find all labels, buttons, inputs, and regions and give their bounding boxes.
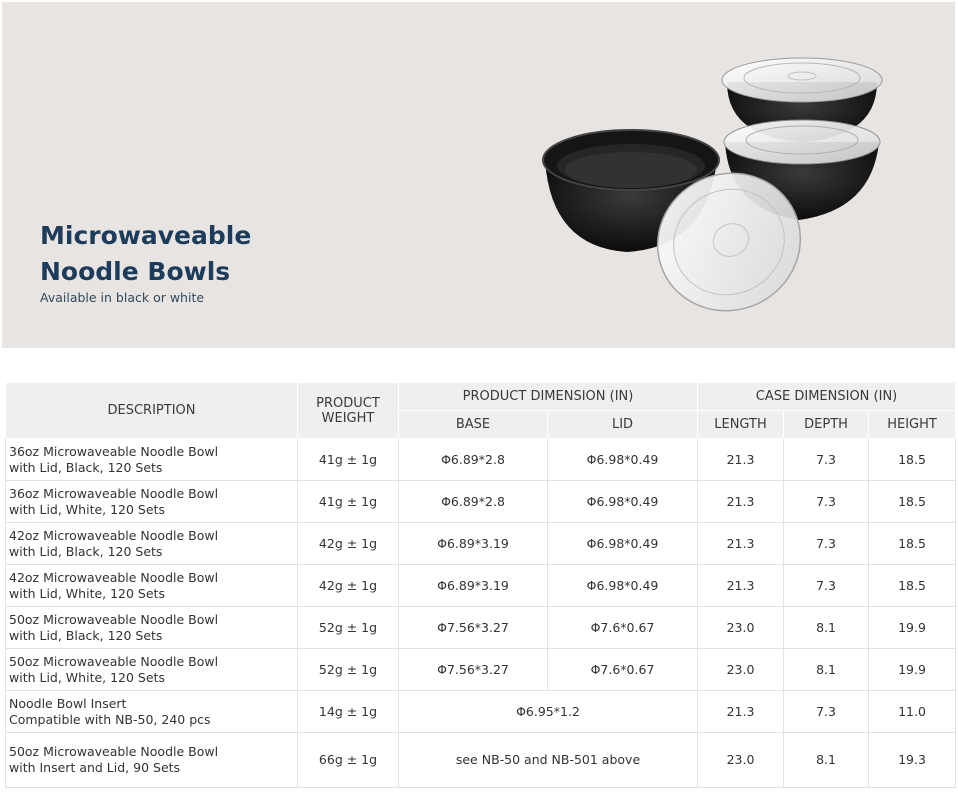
header-height: HEIGHT [869,411,956,439]
cell-description: 50oz Microwaveable Noodle Bowl with Insert and Lid, 90 Sets [6,733,298,788]
cell-base: Φ6.89*3.19 [399,523,548,565]
cell-height: 18.5 [869,565,956,607]
cell-description: 42oz Microwaveable Noodle Bowl with Lid, White, 120 Sets [6,565,298,607]
cell-height: 18.5 [869,439,956,481]
cell-description: 36oz Microwaveable Noodle Bowl with Lid, Black, 120 Sets [6,439,298,481]
header-weight [298,383,399,439]
cell-depth: 7.3 [784,439,869,481]
cell-length: 23.0 [698,733,784,788]
cell-weight: 42g ± 1g [298,565,399,607]
cell-height: 11.0 [869,691,956,733]
cell-length: 21.3 [698,565,784,607]
cell-height: 19.9 [869,607,956,649]
page-title [40,218,300,290]
cell-height: 19.9 [869,649,956,691]
cell-depth: 8.1 [784,649,869,691]
header-description: DESCRIPTION [6,383,298,439]
table-row [6,649,956,691]
header-base: BASE [399,411,548,439]
cell-base: Φ7.56*3.27 [399,607,548,649]
table-row [6,439,956,481]
cell-description: 50oz Microwaveable Noodle Bowl with Lid, Black, 120 Sets [6,607,298,649]
title-line-2: Noodle Bowls [40,257,231,286]
cell-base: Φ6.89*3.19 [399,565,548,607]
table-row [6,691,956,733]
cell-depth: 8.1 [784,607,869,649]
cell-base: Φ6.89*2.8 [399,481,548,523]
cell-weight: 41g ± 1g [298,481,399,523]
cell-length: 21.3 [698,691,784,733]
cell-depth: 7.3 [784,481,869,523]
cell-lid: Φ7.6*0.67 [548,607,698,649]
cell-depth: 7.3 [784,523,869,565]
cell-lid: Φ7.6*0.67 [548,649,698,691]
cell-product-dimension: Φ6.95*1.2 [399,691,698,733]
cell-depth: 7.3 [784,565,869,607]
header-depth: DEPTH [784,411,869,439]
table-row [6,523,956,565]
cell-length: 23.0 [698,607,784,649]
spec-table [5,382,956,788]
cell-length: 23.0 [698,649,784,691]
cell-length: 21.3 [698,481,784,523]
cell-length: 21.3 [698,523,784,565]
page-subtitle: Available in black or white [40,290,205,305]
cell-product-dimension: see NB-50 and NB-501 above [399,733,698,788]
cell-height: 18.5 [869,523,956,565]
cell-base: Φ6.89*2.8 [399,439,548,481]
cell-height: 18.5 [869,481,956,523]
header-length: LENGTH [698,411,784,439]
cell-weight: 14g ± 1g [298,691,399,733]
cell-description: 50oz Microwaveable Noodle Bowl with Lid, White, 120 Sets [6,649,298,691]
header-weight-line1: PRODUCT [316,395,380,411]
table-row [6,607,956,649]
hero-banner [2,2,955,348]
cell-weight: 41g ± 1g [298,439,399,481]
header-weight-line2: WEIGHT [321,410,375,426]
cell-lid: Φ6.98*0.49 [548,439,698,481]
cell-length: 21.3 [698,439,784,481]
table-row [6,733,956,788]
cell-height: 19.3 [869,733,956,788]
cell-weight: 66g ± 1g [298,733,399,788]
cell-description: Noodle Bowl Insert Compatible with NB-50, 240 pcs [6,691,298,733]
cell-description: 42oz Microwaveable Noodle Bowl with Lid, Black, 120 Sets [6,523,298,565]
cell-weight: 52g ± 1g [298,607,399,649]
cell-weight: 42g ± 1g [298,523,399,565]
header-product-dimension: PRODUCT DIMENSION (IN) [399,383,698,411]
table-row [6,565,956,607]
header-lid: LID [548,411,698,439]
cell-lid: Φ6.98*0.49 [548,481,698,523]
cell-depth: 8.1 [784,733,869,788]
cell-lid: Φ6.98*0.49 [548,523,698,565]
cell-description: 36oz Microwaveable Noodle Bowl with Lid, White, 120 Sets [6,481,298,523]
product-photo [537,42,897,322]
header-case-dimension: CASE DIMENSION (IN) [698,383,956,411]
cell-base: Φ7.56*3.27 [399,649,548,691]
title-line-1: Microwaveable [40,221,252,250]
cell-lid: Φ6.98*0.49 [548,565,698,607]
table-row [6,481,956,523]
cell-depth: 7.3 [784,691,869,733]
cell-weight: 52g ± 1g [298,649,399,691]
